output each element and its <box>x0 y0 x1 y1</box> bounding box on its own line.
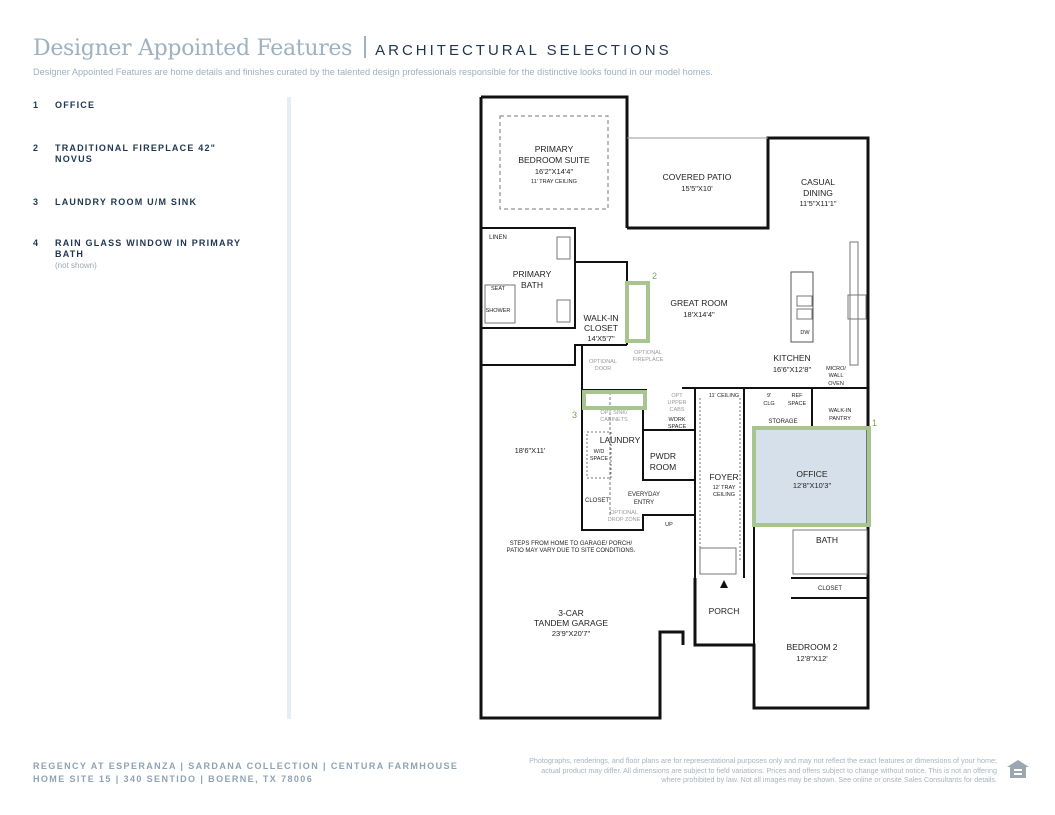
garage-upper-size: 18'6"X11' <box>514 446 546 455</box>
ref-space-2: SPACE <box>787 401 807 407</box>
dining-label-1: CASUAL <box>800 177 836 187</box>
storage-label: STORAGE <box>768 419 798 425</box>
steps-note-1: STEPS FROM HOME TO GARAGE/ PORCH/ <box>509 541 633 547</box>
up-label: UP <box>665 522 673 528</box>
feature-note: (not shown) <box>55 261 97 270</box>
laundry-label: LAUNDRY <box>599 435 641 445</box>
dining-label-2: DINING <box>803 188 833 198</box>
primary-suite-note: 11' TRAY CEILING <box>531 179 577 185</box>
dw-label: DW <box>800 330 810 336</box>
work-space-1: WORK <box>668 417 686 423</box>
great-room-label: GREAT ROOM <box>670 298 728 308</box>
bedroom2-label: BEDROOM 2 <box>786 642 838 652</box>
primary-suite-label-1: PRIMARY <box>534 144 574 154</box>
clg9-label-2: CLG <box>763 401 775 407</box>
feature-item-laundry-sink <box>33 197 273 208</box>
equal-housing-icon <box>1005 758 1031 782</box>
work-space-2: SPACE <box>667 424 687 430</box>
bath-label: BATH <box>815 535 839 545</box>
feature-number: 1 <box>33 100 39 110</box>
opt-upper-2: UPPER <box>667 400 687 406</box>
drop-zone-1: OPTIONAL <box>610 510 638 516</box>
dining-size: 11'5"X11'1" <box>799 199 837 208</box>
clg9-label-1: 9' <box>766 393 772 399</box>
walkin-closet-label-2: CLOSET <box>583 323 619 333</box>
foyer-label: FOYER <box>709 472 739 482</box>
foyer-note-1: 12' TRAY <box>712 485 736 491</box>
wd-space-2: SPACE <box>589 456 609 462</box>
kitchen-label: KITCHEN <box>773 353 811 363</box>
page-title: Designer Appointed Features <box>33 36 353 61</box>
office-label: OFFICE <box>796 469 828 479</box>
opt-door-2: DOOR <box>594 366 612 372</box>
bed2-closet-label: CLOSET <box>817 586 843 592</box>
title-row <box>33 33 1035 61</box>
micro-label-2: WALL <box>828 373 844 379</box>
great-room-size: 18'X14'4" <box>683 310 715 319</box>
feature-number: 2 <box>33 143 39 153</box>
wd-space-1: W/D <box>593 449 605 455</box>
laundry-sink-highlight <box>584 392 645 408</box>
ref-space-1: REF <box>791 393 803 399</box>
foyer-note-2: CEILING <box>712 492 736 498</box>
feature-item-fireplace <box>33 143 273 165</box>
floor-plan <box>470 90 880 725</box>
everyday-entry-2: ENTRY <box>633 500 655 506</box>
everyday-entry-1: EVERYDAY <box>627 492 661 498</box>
linen-label: LINEN <box>489 235 507 241</box>
callout-2: 2 <box>652 271 658 281</box>
tagline: Designer Appointed Features are home details and finishes curated by the talented design professionals responsible for the distinctive looks found in our model homes. <box>33 67 713 77</box>
title-divider <box>364 36 366 58</box>
footer-line-2: HOME SITE 15 | 340 SENTIDO | BOERNE, TX 78006 <box>33 774 314 784</box>
walkin-closet-label-1: WALK-IN <box>583 313 619 323</box>
pwdr-label-2: ROOM <box>649 462 677 472</box>
feature-list <box>33 100 273 302</box>
shower-label: SHOWER <box>485 308 511 314</box>
patio-label: COVERED PATIO <box>662 172 732 182</box>
opt-fireplace-2: FIREPLACE <box>632 357 664 363</box>
feature-label: TRADITIONAL FIREPLACE 42" NOVUS <box>55 143 217 164</box>
walkin-closet-size: 14'X5'7" <box>587 334 615 343</box>
kitchen-size: 16'6"X12'8" <box>772 365 812 374</box>
opt-fireplace-1: OPTIONAL <box>634 350 662 356</box>
opt-door-1: OPTIONAL <box>589 359 617 365</box>
bedroom2-size: 12'8"X12' <box>796 654 828 663</box>
feature-label: LAUNDRY ROOM U/M SINK <box>55 197 198 207</box>
pantry-label-2: PANTRY <box>829 416 851 422</box>
seat-label: SEAT <box>491 286 505 292</box>
feature-label: OFFICE <box>55 100 96 110</box>
pantry-label-1: WALK-IN <box>828 408 852 414</box>
micro-label-3: OVEN <box>828 381 844 387</box>
callout-3: 3 <box>572 410 578 420</box>
laundry-closet-label: CLOSET <box>584 498 610 504</box>
primary-suite-label-2: BEDROOM SUITE <box>518 155 590 165</box>
page-subtitle: ARCHITECTURAL SELECTIONS <box>375 42 672 59</box>
opt-upper-3: CABS <box>669 407 685 413</box>
steps-note-2: PATIO MAY VARY DUE TO SITE CONDITIONS. <box>506 548 636 554</box>
footer-disclaimer: Photographs, renderings, and floor plans are for representational purposes only and may not reflect the exact features or dimensions of your home; actual product may differ. All dimensions are subject to field variations. Prices and offers subject to change without notice. This is not an offering where prohibited by law. Not all images may be shown. See online or onsite Sales Consultants for details. <box>529 756 997 784</box>
floor-plan-drawing <box>470 90 880 725</box>
patio-size: 15'5"X10' <box>681 184 713 193</box>
pwdr-label-1: PWDR <box>650 451 676 461</box>
opt-upper-1: OPT <box>671 393 683 399</box>
garage-label-2: TANDEM GARAGE <box>534 618 608 628</box>
office-size: 12'8"X10'3" <box>792 481 832 490</box>
entry-arrow-icon <box>720 580 728 588</box>
drop-zone-2: DROP ZONE <box>607 517 641 523</box>
opt-sink-1: OPT SINK/ <box>600 410 628 416</box>
garage-size: 23'9"X20'7" <box>551 629 591 638</box>
micro-label-1: MICRO/ <box>826 366 846 372</box>
fireplace-highlight <box>627 283 648 341</box>
primary-suite-size: 16'2"X14'4" <box>534 167 574 176</box>
primary-bath-label-1: PRIMARY <box>512 269 552 279</box>
footer-community <box>33 760 458 786</box>
feature-number: 4 <box>33 238 39 248</box>
feature-item-office <box>33 100 273 111</box>
vertical-divider <box>287 97 291 719</box>
primary-bath-label-2: BATH <box>520 280 544 290</box>
ceiling-11-label: 11' CEILING <box>708 393 740 399</box>
feature-label: RAIN GLASS WINDOW IN PRIMARY BATH <box>55 238 242 259</box>
header <box>33 33 1035 77</box>
callout-1: 1 <box>872 418 878 428</box>
feature-item-rain-glass <box>33 238 273 270</box>
porch-label: PORCH <box>708 606 740 616</box>
garage-label-1: 3-CAR <box>558 608 584 618</box>
feature-number: 3 <box>33 197 39 207</box>
opt-sink-2: CABINETS <box>600 417 628 423</box>
footer-line-1: REGENCY AT ESPERANZA | SARDANA COLLECTION | CENTURA FARMHOUSE <box>33 761 459 771</box>
